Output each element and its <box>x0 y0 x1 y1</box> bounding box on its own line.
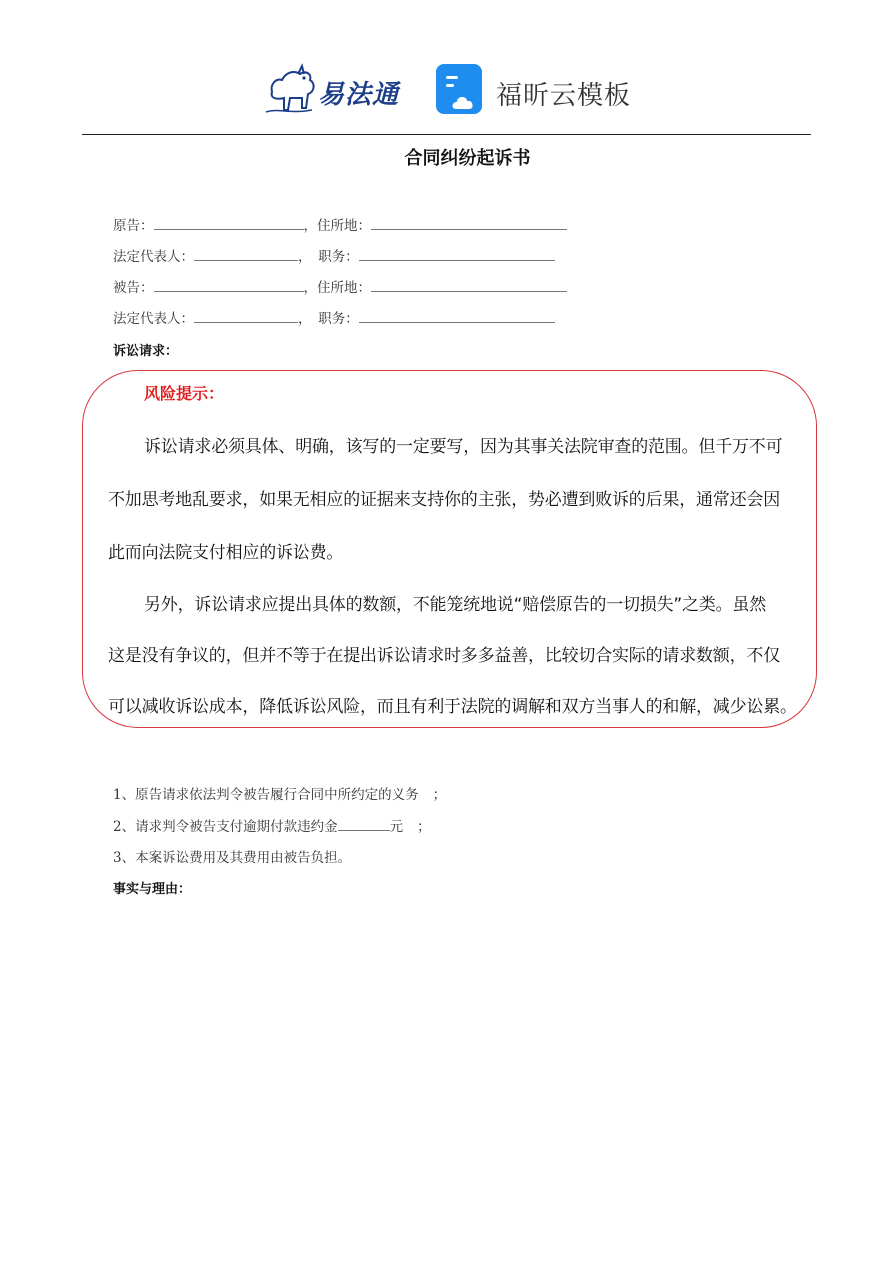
defendant-address-blank[interactable] <box>371 277 567 292</box>
foxit-cloud-template-logo <box>436 64 636 118</box>
risk-warning-title: 风险提示： <box>144 384 225 403</box>
horse-logo-icon <box>262 62 320 116</box>
risk-line-2: 不加思考地乱要求，如果无相应的证据来支持你的主张，势必遭到败诉的后果，通常还会因 <box>108 490 780 510</box>
plaintiff-blank[interactable] <box>154 215 304 230</box>
header-divider <box>82 134 811 135</box>
claim-item-1-text: 1、原告请求依法判令被告履行合同中所约定的义务 <box>113 787 419 803</box>
risk-line-5: 这是没有争议的，但并不等于在提出诉讼请求时多多益善，比较切合实际的请求数额，不仅 <box>108 646 780 666</box>
risk-line-6: 可以减收诉讼成本，降低诉讼风险，而且有利于法院的调解和双方当事人的和解，减少讼累。 <box>108 697 797 717</box>
risk-line-1: 诉讼请求必须具体、明确，该写的一定要写，因为其事关法院审查的范围。但千万不可 <box>144 437 783 457</box>
defendant-address-label: ，住所地： <box>303 280 371 296</box>
plaintiff-position-blank[interactable] <box>359 246 555 261</box>
claim-item-2-text: 2、请求判令被告支付逾期付款违约金 <box>113 819 338 835</box>
claim-item-3: 3、本案诉讼费用及其费用由被告负担。 <box>113 850 352 866</box>
plaintiff-label: 原告： <box>113 218 154 234</box>
claim-item-2 <box>113 815 431 835</box>
defendant-label: 被告： <box>113 280 154 296</box>
plaintiff-rep-row <box>113 245 555 267</box>
plaintiff-row <box>113 214 567 236</box>
plaintiff-address-label: ，住所地： <box>303 218 371 234</box>
defendant-position-blank[interactable] <box>359 308 555 323</box>
claim-item-2-unit: 元 <box>389 819 404 835</box>
yifatong-wordmark: 易法通 <box>318 80 400 110</box>
plaintiff-rep-blank[interactable] <box>194 246 298 261</box>
defendant-position-label: ， 职务： <box>298 311 359 327</box>
yifatong-logo <box>262 62 412 116</box>
document-title: 合同纠纷起诉书 <box>404 148 531 169</box>
defendant-row <box>113 276 567 298</box>
defendant-rep-row <box>113 307 555 329</box>
document-cloud-icon <box>436 64 486 116</box>
claim-item-1 <box>113 783 446 803</box>
risk-line-3: 此而向法院支付相应的诉讼费。 <box>108 543 344 563</box>
claim-item-1-end: ； <box>432 787 447 803</box>
plaintiff-address-blank[interactable] <box>371 215 567 230</box>
plaintiff-rep-label: 法定代表人： <box>113 249 194 265</box>
foxit-wordmark: 福昕云模板 <box>496 81 632 111</box>
defendant-rep-blank[interactable] <box>194 308 298 323</box>
claims-heading: 诉讼请求： <box>113 344 179 359</box>
defendant-rep-label: 法定代表人： <box>113 311 194 327</box>
defendant-blank[interactable] <box>154 277 304 292</box>
risk-line-4: 另外，诉讼请求应提出具体的数额，不能笼统地说“赔偿原告的一切损失”之类。虽然 <box>144 595 767 615</box>
plaintiff-position-label: ， 职务： <box>298 249 359 265</box>
claim-item-2-end: ； <box>417 819 431 835</box>
penalty-amount-blank[interactable] <box>338 816 390 831</box>
page-header <box>0 58 893 122</box>
facts-heading: 事实与理由： <box>113 882 192 897</box>
